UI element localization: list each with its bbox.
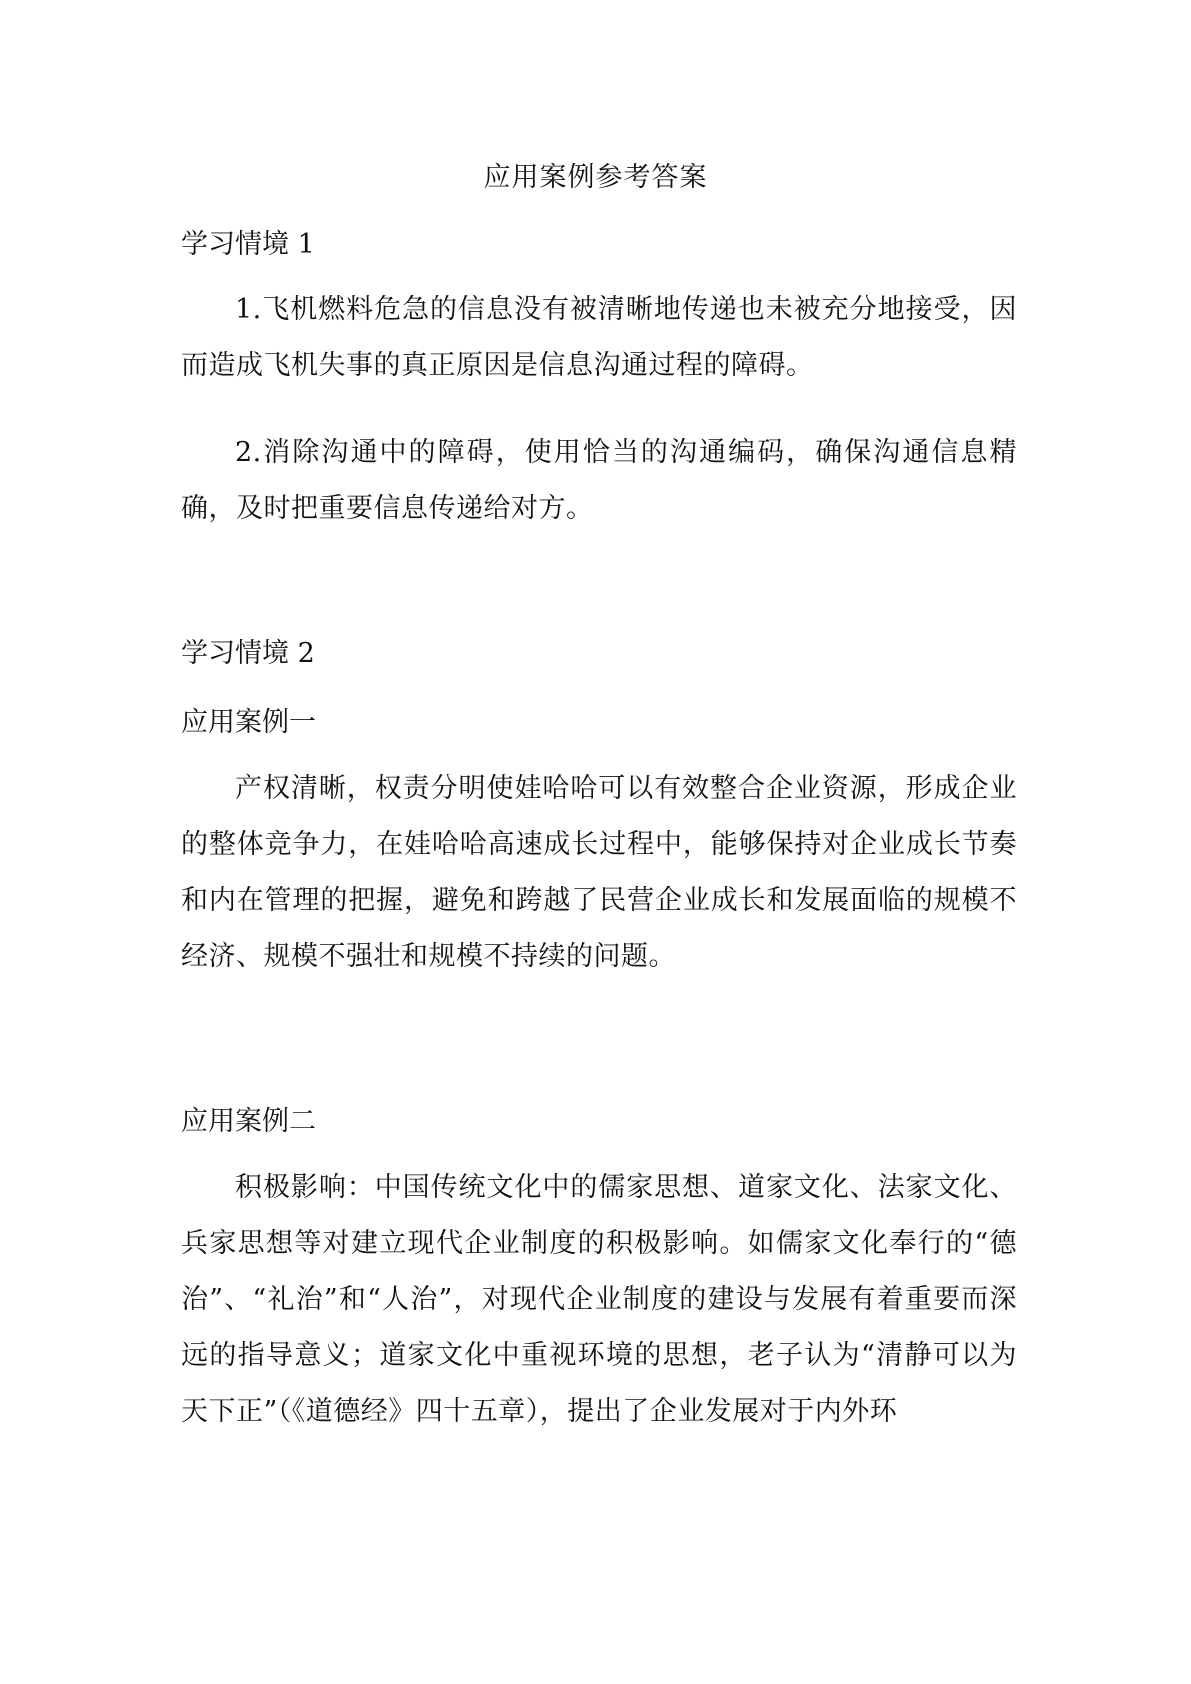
section-heading-1: 学习情境 1 <box>181 229 315 260</box>
case-heading-2: 应用案例二 <box>181 1106 316 1137</box>
case-paragraph-1: 产权清晰，权责分明使娃哈哈可以有效整合企业资源，形成企业的整体竞争力，在娃哈哈高速成长过程中，能够保持对企业成长节奏和内在管理的把握，避免和跨越了民营企业成长和发展面临的规模不经济、规模不强壮和规模不持续的问题。 <box>181 773 1017 972</box>
answer-paragraph-1: 1.飞机燃料危急的信息没有被清晰地传递也未被充分地接受，因而造成飞机失事的真正原因是信息沟通过程的障碍。 <box>181 294 1017 381</box>
case-paragraph-2: 积极影响：中国传统文化中的儒家思想、道家文化、法家文化、兵家思想等对建立现代企业制度的积极影响。如儒家文化奉行的“德治”、“礼治”和“人治”，对现代企业制度的建设与发展有着重要而深远的指导意义；道家文化中重视环境的思想，老子认为“清静可以为天下正”（《道德经》四十五章），提出了企业发展对于内外环 <box>181 1172 1017 1427</box>
section-heading-2: 学习情境 2 <box>181 638 315 669</box>
case-heading-1: 应用案例一 <box>181 707 316 738</box>
page-title: 应用案例参考答案 <box>483 162 708 193</box>
answer-paragraph-2: 2.消除沟通中的障碍，使用恰当的沟通编码，确保沟通信息精确，及时把重要信息传递给对方。 <box>181 437 1017 524</box>
